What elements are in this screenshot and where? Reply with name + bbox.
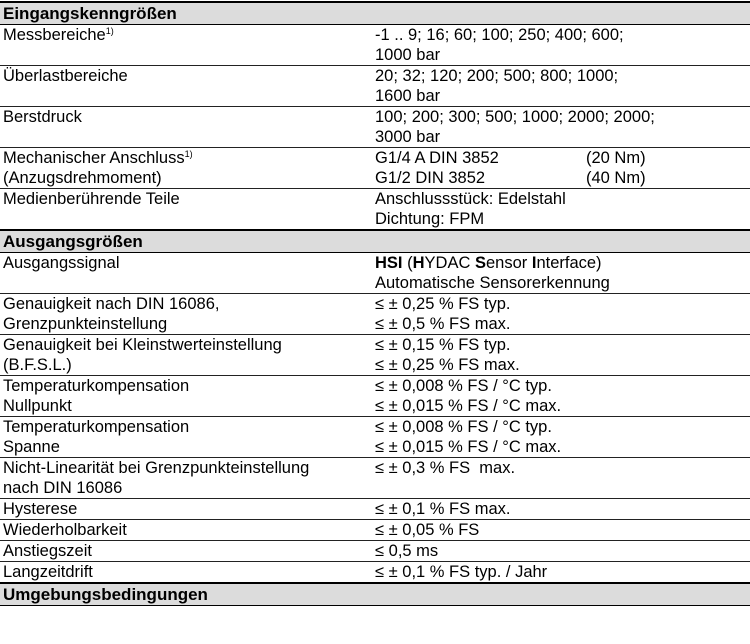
label-anstiegszeit: Anstiegszeit	[0, 541, 375, 562]
row-tk-nullpunkt	[0, 376, 750, 417]
section-header-output	[0, 230, 750, 253]
row-hysterese	[0, 499, 750, 520]
value-ueberlastbereiche: 20; 32; 120; 200; 500; 800; 1000; 1600 bar	[375, 66, 750, 107]
label-messbereiche: Messbereiche$^{1)}$	[0, 25, 375, 66]
value-ausgangssignal: HSI (HYDAC Sensor Interface) Automatische Sensorerkennung	[375, 253, 750, 294]
row-nicht-linearitaet	[0, 458, 750, 499]
label-genauigkeit: Genauigkeit nach DIN 16086, Grenzpunkteinstellung	[0, 294, 375, 335]
row-ueberlastbereiche	[0, 66, 750, 107]
row-ausgangssignal	[0, 253, 750, 294]
label-ueberlastbereiche: Überlastbereiche	[0, 66, 375, 107]
label-wiederholbarkeit: Wiederholbarkeit	[0, 520, 375, 541]
row-medienberuehrende-teile	[0, 189, 750, 231]
spec-table	[0, 1, 750, 606]
row-kleinstwerteinstellung	[0, 335, 750, 376]
row-berstdruck	[0, 107, 750, 148]
row-tk-spanne	[0, 417, 750, 458]
label-medienberuehrende-teile: Medienberührende Teile	[0, 189, 375, 231]
value-langzeitdrift: ≤ ± 0,1 % FS typ. / Jahr	[375, 562, 750, 584]
label-mechanischer-anschluss: Mechanischer Anschluss$^{1)}$ (Anzugsdrehmoment)	[0, 148, 375, 189]
row-mechanischer-anschluss	[0, 148, 750, 189]
footnote-marker: 1)	[105, 26, 114, 36]
label-tk-nullpunkt: Temperaturkompensation Nullpunkt	[0, 376, 375, 417]
section-title-next: Umgebungsbedingungen	[0, 583, 750, 606]
label-berstdruck: Berstdruck	[0, 107, 375, 148]
row-langzeitdrift	[0, 562, 750, 584]
value-wiederholbarkeit: ≤ ± 0,05 % FS	[375, 520, 750, 541]
label-langzeitdrift: Langzeitdrift	[0, 562, 375, 584]
value-tk-spanne: ≤ ± 0,008 % FS / °C typ. ≤ ± 0,015 % FS / °C max.	[375, 417, 750, 458]
value-nicht-linearitaet: ≤ ± 0,3 % FS max.	[375, 458, 750, 499]
value-kleinstwerteinstellung: ≤ ± 0,15 % FS typ. ≤ ± 0,25 % FS max.	[375, 335, 750, 376]
row-anstiegszeit	[0, 541, 750, 562]
value-hysterese: ≤ ± 0,1 % FS max.	[375, 499, 750, 520]
value-mechanischer-anschluss: G1/4 A DIN 3852 (20 Nm) G1/2 DIN 3852 (40 Nm)	[375, 148, 750, 189]
section-header-next	[0, 583, 750, 606]
value-berstdruck: 100; 200; 300; 500; 1000; 2000; 2000; 3000 bar	[375, 107, 750, 148]
value-genauigkeit: ≤ ± 0,25 % FS typ. ≤ ± 0,5 % FS max.	[375, 294, 750, 335]
footnote-marker: 1)	[184, 149, 193, 159]
label-nicht-linearitaet: Nicht-Linearität bei Grenzpunkteinstellung nach DIN 16086	[0, 458, 375, 499]
section-title-output: Ausgangsgrößen	[0, 230, 750, 253]
label-kleinstwerteinstellung: Genauigkeit bei Kleinstwerteinstellung (B.F.S.L.)	[0, 335, 375, 376]
row-genauigkeit	[0, 294, 750, 335]
row-messbereiche	[0, 25, 750, 66]
section-header-input	[0, 2, 750, 25]
label-ausgangssignal: Ausgangssignal	[0, 253, 375, 294]
row-wiederholbarkeit	[0, 520, 750, 541]
value-messbereiche: -1 .. 9; 16; 60; 100; 250; 400; 600; 1000 bar	[375, 25, 750, 66]
section-title-input: Eingangskenngrößen	[0, 2, 750, 25]
value-medienberuehrende-teile: Anschlussstück: Edelstahl Dichtung: FPM	[375, 189, 750, 231]
value-anstiegszeit: ≤ 0,5 ms	[375, 541, 750, 562]
value-tk-nullpunkt: ≤ ± 0,008 % FS / °C typ. ≤ ± 0,015 % FS / °C max.	[375, 376, 750, 417]
label-tk-spanne: Temperaturkompensation Spanne	[0, 417, 375, 458]
label-hysterese: Hysterese	[0, 499, 375, 520]
